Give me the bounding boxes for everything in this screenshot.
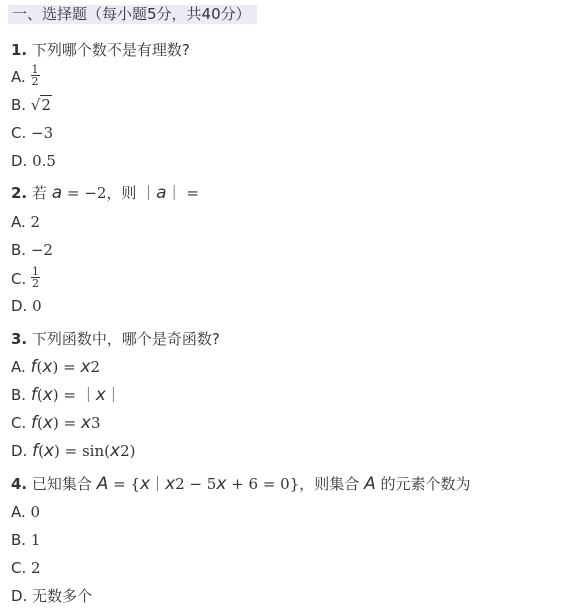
question-3: [11, 329, 220, 349]
option-letter: B.: [11, 241, 27, 259]
option-3c[interactable]: C. f(x) = x3: [11, 413, 101, 433]
option-value: 2: [30, 213, 41, 231]
fraction: $\frac{1}{2}$: [31, 63, 39, 88]
option-value: 0: [30, 503, 41, 521]
option-letter: C.: [11, 414, 27, 432]
math-variable: a: [156, 183, 167, 203]
option-letter: D.: [11, 442, 28, 460]
option-value: 无数多个: [32, 587, 93, 605]
option-1b[interactable]: [11, 95, 52, 115]
option-letter: A.: [11, 68, 26, 86]
question-number: 1.: [11, 41, 28, 59]
question-number: 3.: [11, 330, 28, 348]
option-2a[interactable]: [11, 212, 40, 232]
option-4b[interactable]: [11, 530, 40, 550]
question-4: 4. 已知集合 A = {x｜x2 − 5x + 6 = 0}，则集合 A 的元素个数为: [11, 474, 471, 494]
question-1: [11, 40, 190, 60]
option-value: −3: [31, 124, 54, 142]
option-3b[interactable]: B. f(x) = ｜x｜: [11, 385, 121, 405]
math-variable: A: [96, 474, 109, 494]
option-2b[interactable]: [11, 240, 53, 260]
option-letter: A.: [11, 213, 26, 231]
question-number: 4.: [11, 475, 28, 493]
square-root: √2: [30, 96, 51, 114]
fraction: $\frac{1}{2}$: [32, 265, 40, 290]
option-letter: A.: [11, 503, 26, 521]
option-3a[interactable]: A. f(x) = x2: [11, 357, 101, 377]
math-variable: a: [51, 183, 63, 203]
option-3d[interactable]: D. f(x) = sin(x2): [11, 441, 136, 461]
question-text: 已知集合: [31, 475, 92, 493]
option-letter: B.: [11, 386, 27, 404]
question-text: 下列函数中，哪个是奇函数?: [31, 330, 220, 348]
option-letter: D.: [11, 297, 28, 315]
question-2: 2. 若 a = −2，则 ｜a｜ =: [11, 183, 199, 203]
option-1a[interactable]: [11, 63, 40, 89]
option-2c[interactable]: [11, 265, 40, 291]
option-value: −2: [30, 241, 53, 259]
option-2d[interactable]: [11, 296, 42, 316]
question-text: 若: [31, 184, 47, 202]
option-4d[interactable]: [11, 586, 92, 606]
option-1d[interactable]: [11, 151, 56, 171]
option-letter: B.: [11, 531, 27, 549]
option-value: 0.5: [32, 152, 56, 170]
option-value: 2: [31, 559, 41, 577]
option-letter: D.: [11, 152, 28, 170]
option-value: 0: [32, 297, 42, 315]
math-variable: A: [364, 474, 376, 494]
option-4a[interactable]: [11, 502, 40, 522]
question-text: 下列哪个数不是有理数?: [31, 41, 190, 59]
option-letter: B.: [11, 96, 27, 114]
question-number: 2.: [11, 184, 28, 202]
option-letter: A.: [11, 358, 26, 376]
option-4c[interactable]: [11, 558, 41, 578]
option-1c[interactable]: [11, 123, 53, 143]
option-letter: C.: [11, 559, 27, 577]
section-title: 一、选择题（每小题5分，共40分）: [8, 5, 257, 24]
option-letter: D.: [11, 587, 28, 605]
option-value: 1: [30, 531, 41, 549]
option-letter: C.: [11, 124, 27, 142]
option-letter: C.: [11, 270, 27, 288]
